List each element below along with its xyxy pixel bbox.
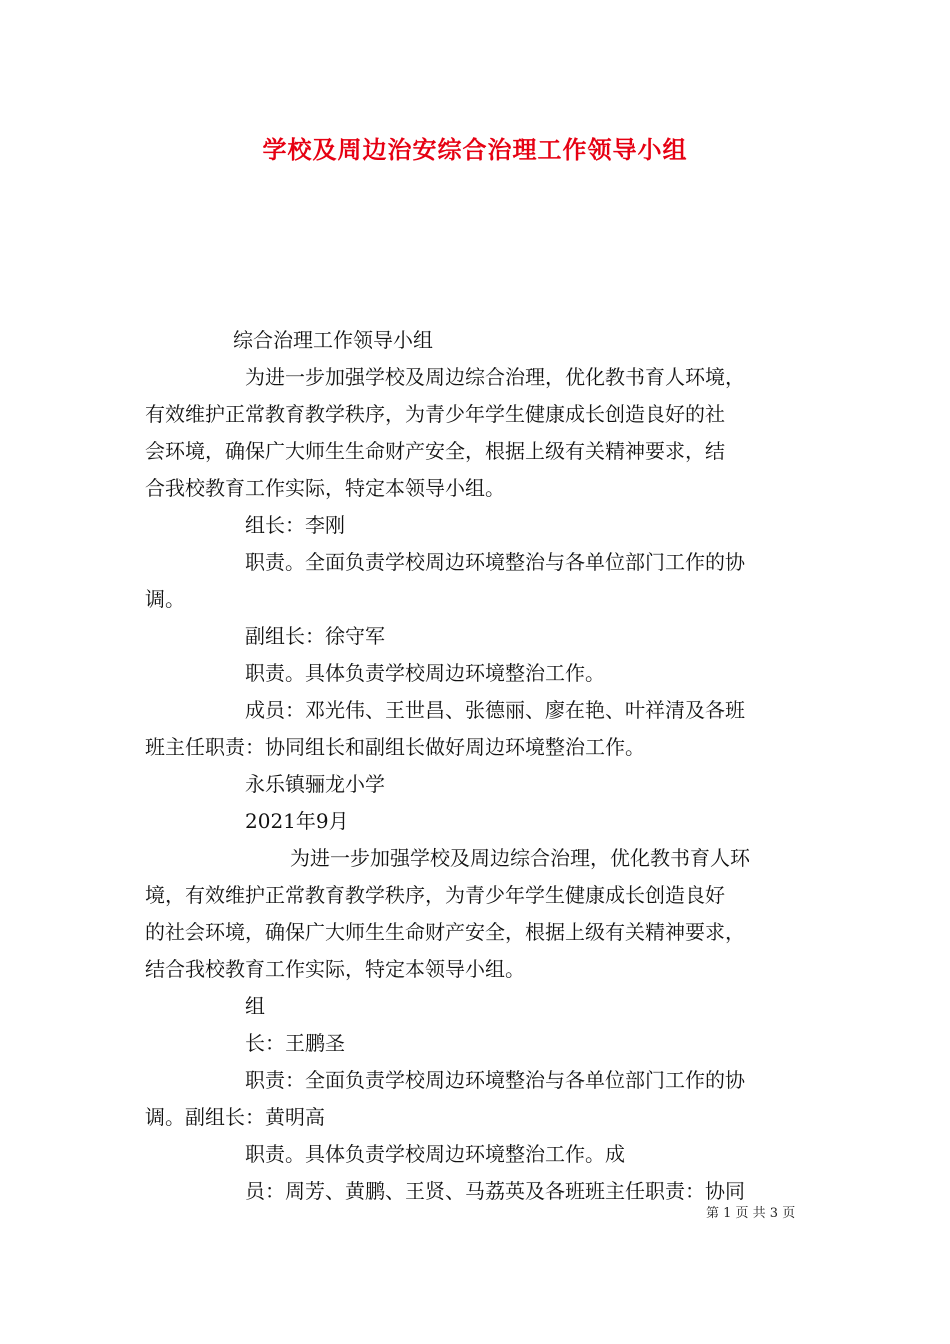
text-line: 调。: [145, 587, 185, 611]
text-line: 2021年9月: [245, 809, 349, 833]
text-line: 职责：全面负责学校周边环境整治与各单位部门工作的协: [245, 1068, 745, 1092]
text-line: 职责。具体负责学校周边环境整治工作。: [245, 661, 605, 685]
text-line: 有效维护正常教育教学秩序，为青少年学生健康成长创造良好的社: [145, 402, 725, 426]
text-line: 职责。全面负责学校周边环境整治与各单位部门工作的协: [245, 550, 745, 574]
page-footer: 第 1 页 共 3 页: [706, 1206, 796, 1221]
text-line: 员：周芳、黄鹏、王贤、马荔英及各班班主任职责：协同: [245, 1179, 745, 1203]
text-line: 调。副组长：黄明高: [145, 1105, 325, 1129]
text-line: 结合我校教育工作实际，特定本领导小组。: [145, 957, 525, 981]
text-line: 的社会环境，确保广大师生生命财产安全，根据上级有关精神要求，: [145, 920, 745, 944]
text-line: 组长：李刚: [245, 513, 345, 537]
text-line: 会环境，确保广大师生生命财产安全，根据上级有关精神要求，结: [145, 439, 725, 463]
text-line: 组: [245, 994, 265, 1018]
text-line: 境，有效维护正常教育教学秩序，为青少年学生健康成长创造良好: [145, 883, 725, 907]
text-line: 为进一步加强学校及周边综合治理，优化教书育人环境，: [245, 365, 745, 389]
text-line: 综合治理工作领导小组: [233, 328, 433, 352]
text-line: 合我校教育工作实际，特定本领导小组。: [145, 476, 505, 500]
text-line: 永乐镇骊龙小学: [245, 772, 385, 796]
text-line: 为进一步加强学校及周边综合治理，优化教书育人环: [290, 846, 750, 870]
page-title: 学校及周边治安综合治理工作领导小组: [262, 135, 688, 164]
text-line: 班主任职责：协同组长和副组长做好周边环境整治工作。: [145, 735, 645, 759]
text-line: 副组长：徐守军: [245, 624, 385, 648]
text-line: 职责。具体负责学校周边环境整治工作。成: [245, 1142, 625, 1166]
text-line: 成员：邓光伟、王世昌、张德丽、廖在艳、叶祥清及各班: [245, 698, 745, 722]
text-line: 长：王鹏圣: [245, 1031, 345, 1055]
